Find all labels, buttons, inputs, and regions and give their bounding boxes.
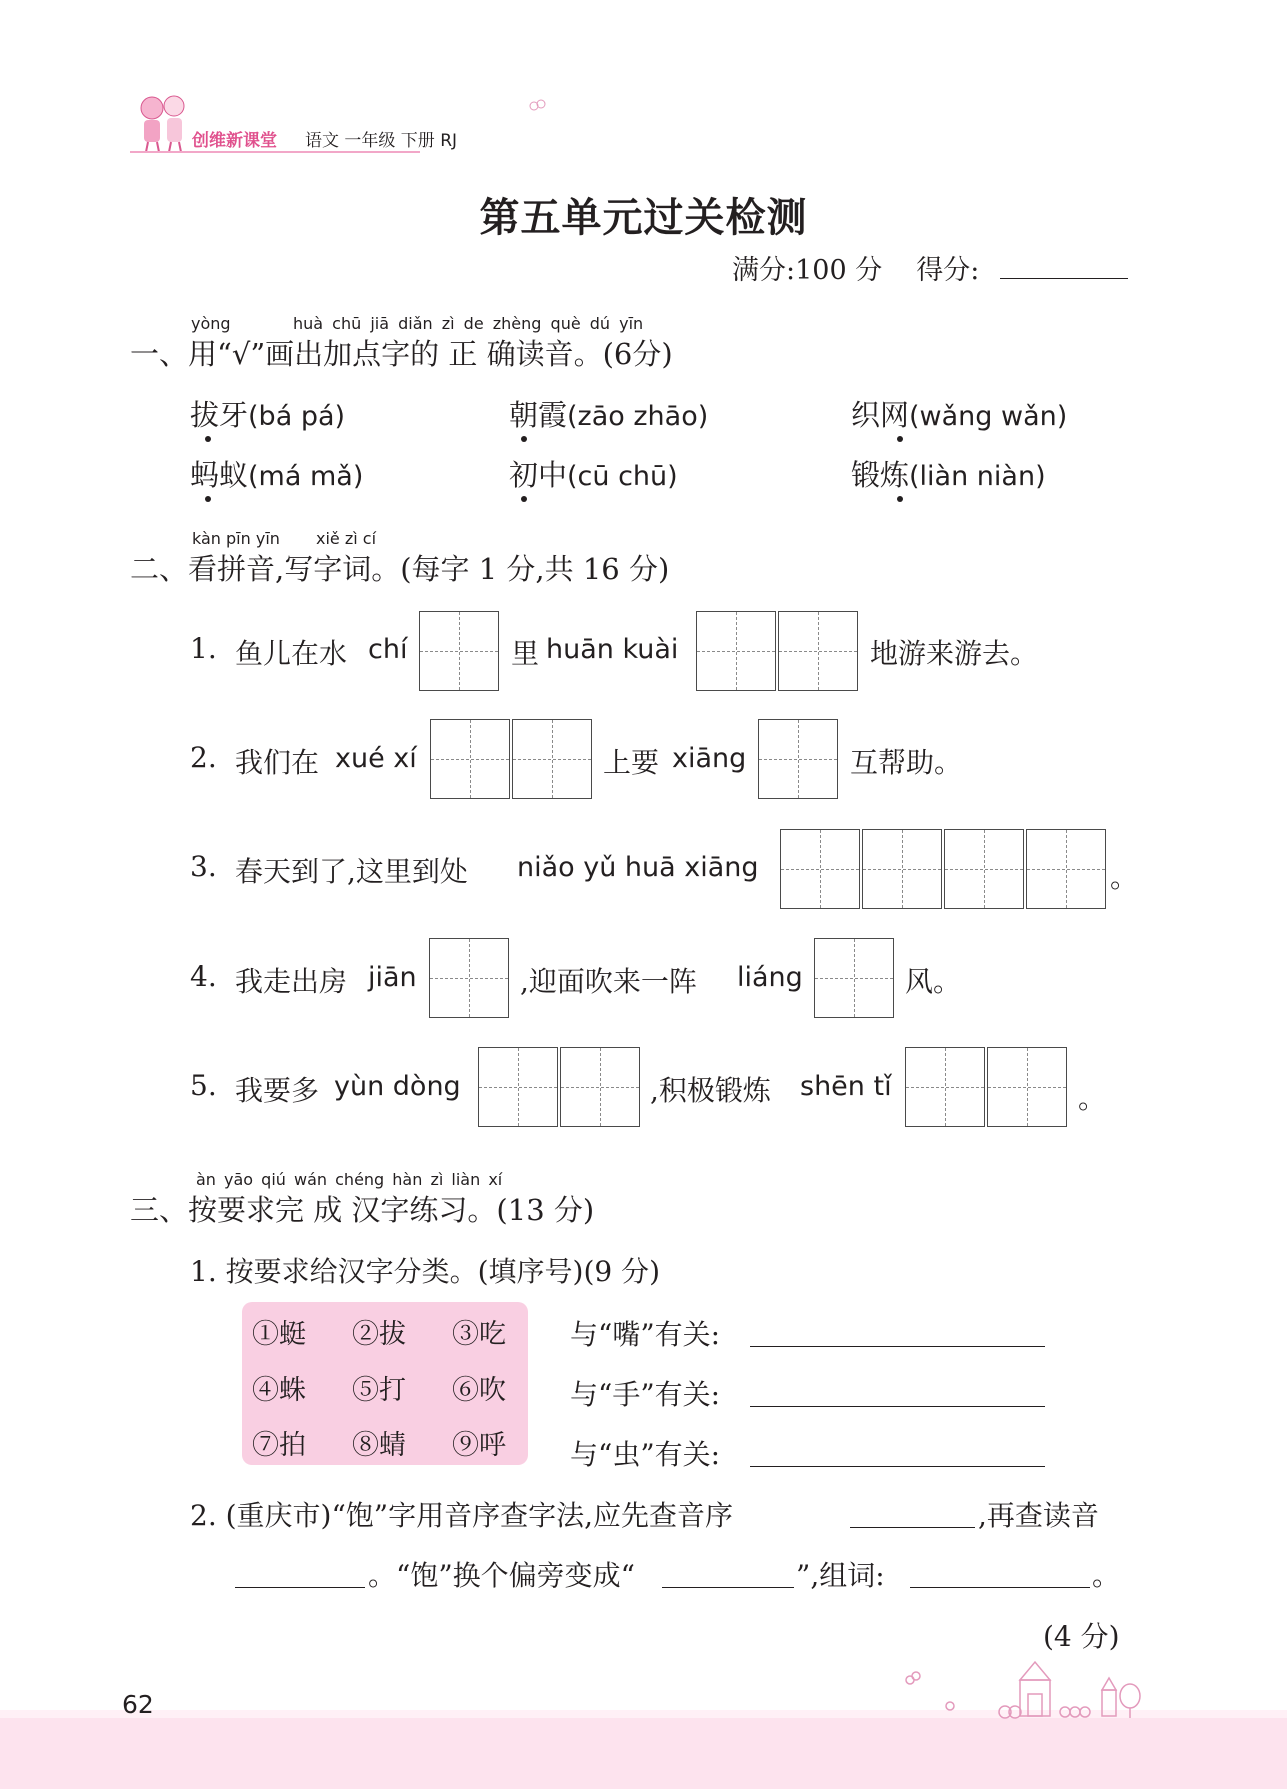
book-info: 语文 一年级 下册 RJ xyxy=(305,131,458,151)
q2-text2: 上要 xyxy=(603,746,660,779)
got-score-label: 得分: xyxy=(916,255,980,286)
q1-text1: 鱼儿在水 xyxy=(235,637,348,670)
word: 锻炼 xyxy=(851,458,910,492)
char-item: ②拔 xyxy=(352,1319,406,1350)
q1-text3: 地游来游去。 xyxy=(870,637,1039,670)
section3-sub2-d: ”,组词: xyxy=(796,1559,885,1592)
char-item: ③吃 xyxy=(452,1319,506,1350)
writing-box[interactable] xyxy=(905,1047,985,1127)
q1-num: 1. xyxy=(190,632,217,665)
options[interactable]: (zāo zhāo) xyxy=(567,401,709,432)
char-item: ⑥吹 xyxy=(452,1375,506,1406)
item-chu-zhong xyxy=(509,453,678,494)
section3-sub2-b: ,再查读音 xyxy=(978,1499,1099,1532)
writing-box[interactable] xyxy=(512,719,592,799)
pinyin-kan-pin-yin: kàn pīn yīn xyxy=(192,529,280,548)
castle-decoration-icon xyxy=(880,1650,1170,1720)
item-zhao-xia xyxy=(509,393,708,434)
q2-text1: 我们在 xyxy=(235,746,320,779)
kids-logo-icon xyxy=(130,90,200,154)
check-mark-label: “√” xyxy=(217,337,266,371)
q3-pinyin1: niǎo yǔ huā xiāng xyxy=(517,852,759,883)
writing-box[interactable] xyxy=(419,611,499,691)
q5-pinyin2: shēn tǐ xyxy=(800,1071,892,1102)
score-label xyxy=(732,248,979,287)
writing-box[interactable] xyxy=(478,1047,558,1127)
options[interactable]: (má mǎ) xyxy=(248,461,364,492)
char-item: ⑦拍 xyxy=(252,1430,306,1461)
answer-line-hand[interactable] xyxy=(750,1406,1045,1407)
writing-box[interactable] xyxy=(780,829,860,909)
word: 织网 xyxy=(851,398,910,432)
q5-pinyin1: yùn dòng xyxy=(334,1071,461,1102)
section3-sub2-c: 。“饱”换个偏旁变成“ xyxy=(368,1559,635,1592)
q4-pinyin1: jiān xyxy=(368,962,417,993)
answer-line-duyin[interactable] xyxy=(235,1587,365,1588)
writing-box[interactable] xyxy=(430,719,510,799)
q1-text2: 里 xyxy=(511,637,540,670)
options[interactable]: (wǎng wǎn) xyxy=(909,401,1068,432)
sub2-score: (4 分) xyxy=(1043,1620,1120,1653)
q4-pinyin2: liáng xyxy=(737,962,803,993)
section3-sub2-a: 2. (重庆市)“饱”字用音序查字法,应先查音序 xyxy=(190,1499,733,1532)
q1-pinyin1: chí xyxy=(368,634,408,665)
category-hand: 与“手”有关: xyxy=(570,1378,721,1411)
section1-heading-a: 用 xyxy=(188,337,218,371)
item-duan-lian xyxy=(851,453,1046,494)
options[interactable]: (cū chū) xyxy=(567,461,678,492)
writing-box[interactable] xyxy=(429,938,509,1018)
char-item: ④蛛 xyxy=(252,1375,306,1406)
writing-box[interactable] xyxy=(944,829,1024,909)
item-ma-yi xyxy=(190,453,363,494)
category-mouth: 与“嘴”有关: xyxy=(570,1318,721,1351)
section2-heading: 二、看拼音,写字词。(每字 1 分,共 16 分) xyxy=(130,552,670,586)
pinyin-heading3: àn yāo qiú wán chéng hàn zì liàn xí xyxy=(196,1170,503,1189)
q2-text3: 互帮助。 xyxy=(850,746,963,779)
pinyin-yong: yòng xyxy=(191,314,231,333)
writing-box[interactable] xyxy=(862,829,942,909)
options[interactable]: (liàn niàn) xyxy=(909,461,1046,492)
q5-text3: 。 xyxy=(1078,1082,1107,1115)
writing-box[interactable] xyxy=(987,1047,1067,1127)
q5-text1: 我要多 xyxy=(235,1074,320,1107)
q2-pinyin1: xué xí xyxy=(335,743,417,774)
writing-box[interactable] xyxy=(560,1047,640,1127)
section1-number: 一、 xyxy=(130,337,189,371)
section1-heading-c: 画出加点字的 正 确读音。(6分) xyxy=(265,337,673,371)
q4-num: 4. xyxy=(190,960,217,993)
char-item: ⑨呼 xyxy=(452,1430,506,1461)
item-zhi-wang xyxy=(851,393,1067,434)
q4-text3: 风。 xyxy=(905,965,962,998)
answer-line-insect[interactable] xyxy=(750,1466,1045,1467)
char-item: ①蜓 xyxy=(252,1319,306,1350)
q3-num: 3. xyxy=(190,850,217,883)
header-divider xyxy=(130,151,420,153)
pinyin-xie-zi-ci: xiě zì cí xyxy=(316,529,377,548)
word: 初中 xyxy=(509,458,568,492)
writing-box[interactable] xyxy=(778,611,858,691)
q4-text1: 我走出房 xyxy=(235,965,348,998)
section3-heading: 三、按要求完 成 汉字练习。(13 分) xyxy=(130,1193,595,1227)
q3-text2: 。 xyxy=(1110,861,1139,894)
footer-band xyxy=(0,1718,1287,1789)
answer-line-newchar[interactable] xyxy=(662,1587,794,1588)
section3-sub2-e: 。 xyxy=(1092,1559,1121,1592)
char-item: ⑧蜻 xyxy=(352,1430,406,1461)
category-insect: 与“虫”有关: xyxy=(570,1438,721,1471)
q1-pinyin2: huān kuài xyxy=(546,634,679,665)
writing-box[interactable] xyxy=(696,611,776,691)
page-title: 第五单元过关检测 xyxy=(479,194,808,241)
section1-heading xyxy=(130,332,673,373)
page-number: 62 xyxy=(122,1690,154,1719)
brand-name: 创维新课堂 xyxy=(192,131,277,151)
q3-text1: 春天到了,这里到处 xyxy=(235,855,468,888)
word: 拔牙 xyxy=(190,398,249,432)
q2-pinyin2: xiāng xyxy=(672,743,747,774)
char-item: ⑤打 xyxy=(352,1375,406,1406)
writing-box[interactable] xyxy=(758,719,838,799)
options[interactable]: (bá pá) xyxy=(248,401,346,432)
item-ba-ya xyxy=(190,393,345,434)
full-score: 满分:100 分 xyxy=(732,255,883,286)
q5-text2: ,积极锻炼 xyxy=(650,1074,771,1107)
writing-box[interactable] xyxy=(814,938,894,1018)
word: 蚂蚁 xyxy=(190,458,249,492)
word: 朝霞 xyxy=(509,398,568,432)
pinyin-heading1: huà chū jiā diǎn zì de zhèng què dú yīn xyxy=(293,314,644,333)
q2-num: 2. xyxy=(190,741,217,774)
answer-line-yinxu[interactable] xyxy=(850,1527,975,1528)
q4-text2: ,迎面吹来一阵 xyxy=(520,965,697,998)
flower-icon xyxy=(528,98,548,114)
score-blank[interactable] xyxy=(1000,278,1128,279)
answer-line-word[interactable] xyxy=(910,1587,1090,1588)
writing-box[interactable] xyxy=(1026,829,1106,909)
answer-line-mouth[interactable] xyxy=(750,1346,1045,1347)
section3-sub1: 1. 按要求给汉字分类。(填序号)(9 分) xyxy=(190,1255,661,1288)
q5-num: 5. xyxy=(190,1069,217,1102)
